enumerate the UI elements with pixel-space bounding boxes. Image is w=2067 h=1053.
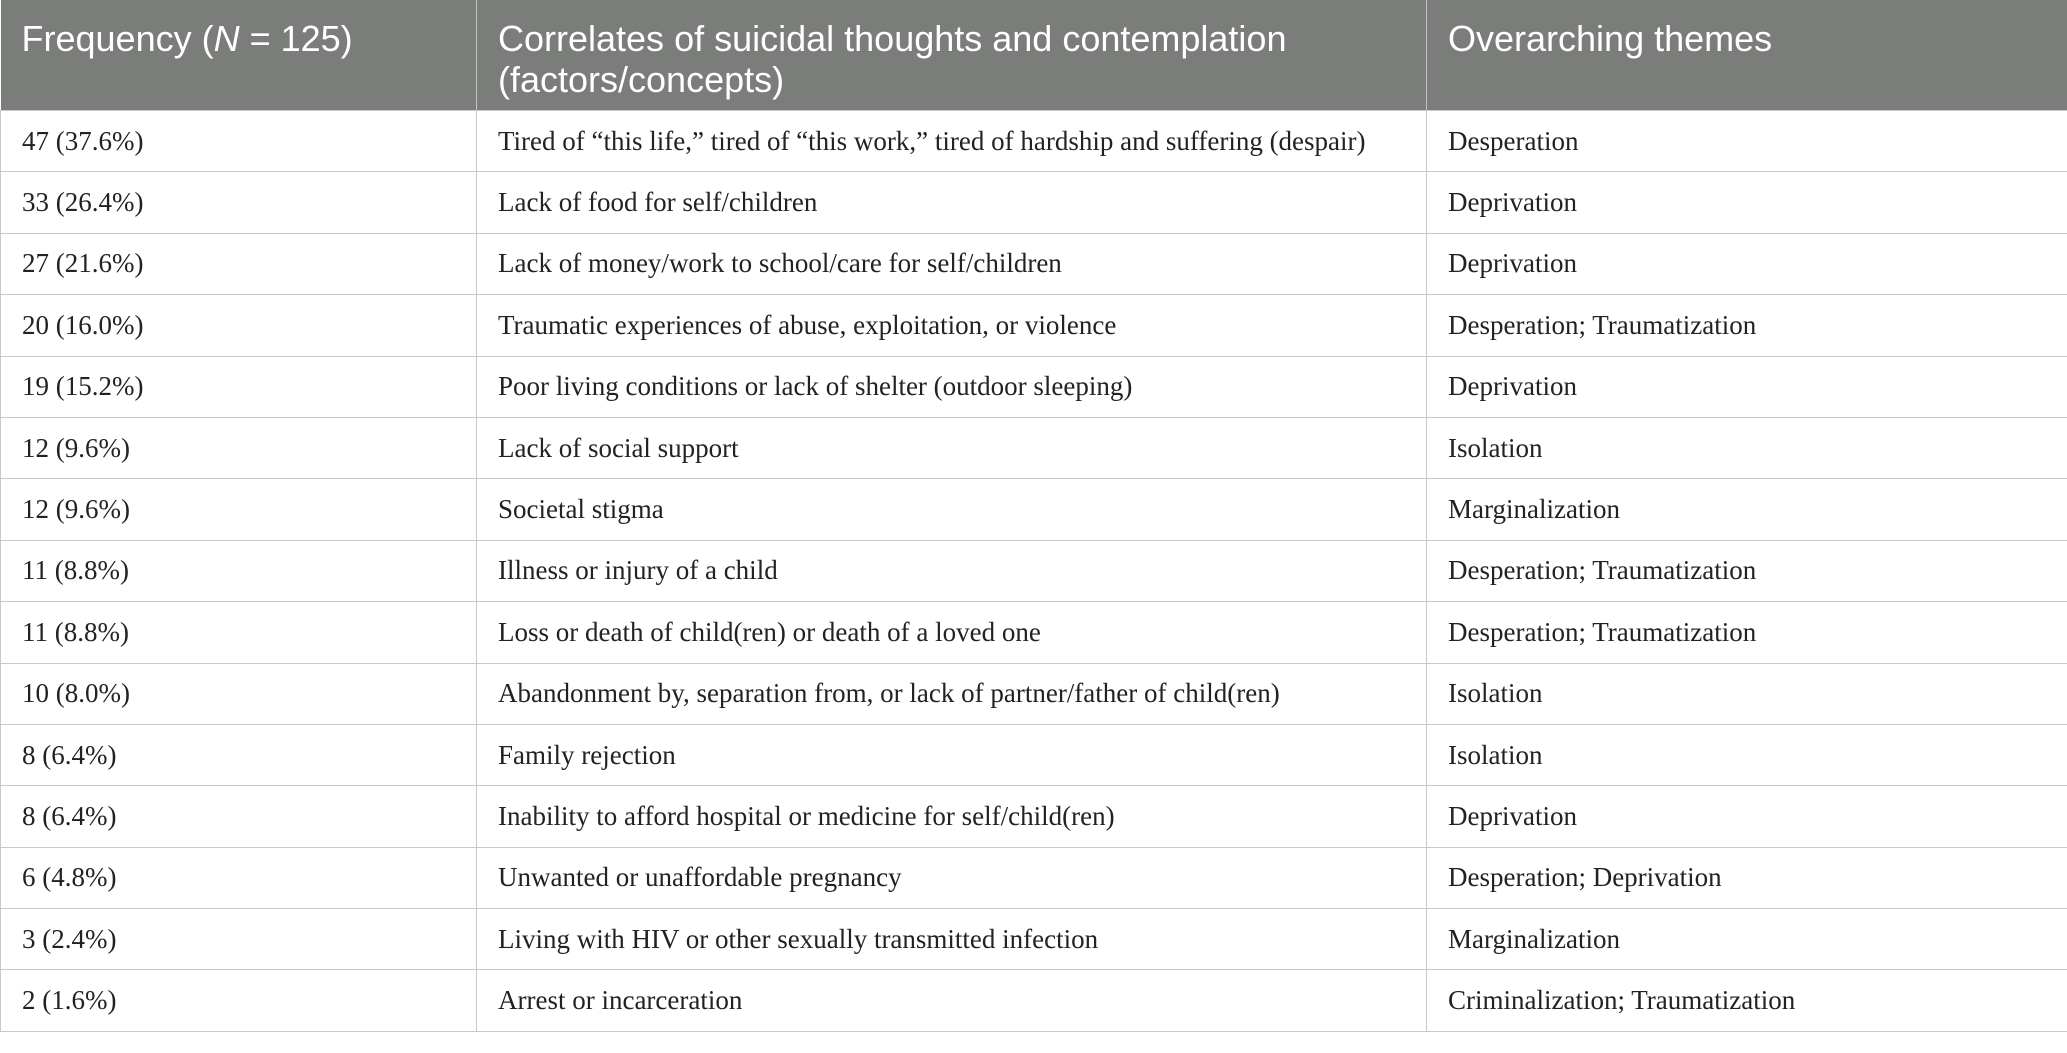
table-body xyxy=(1,111,2067,1032)
cell-theme: Isolation xyxy=(1427,724,2067,785)
table-row xyxy=(1,602,2067,663)
cell-frequency: 33 (26.4%) xyxy=(1,172,477,233)
cell-frequency: 10 (8.0%) xyxy=(1,663,477,724)
cell-frequency: 27 (21.6%) xyxy=(1,233,477,294)
cell-correlate: Living with HIV or other sexually transmitted infection xyxy=(477,909,1427,970)
header-correlates: Correlates of suicidal thoughts and contemplation (factors/concepts) xyxy=(477,0,1427,111)
cell-correlate: Arrest or incarceration xyxy=(477,970,1427,1031)
header-frequency-suffix: = 125) xyxy=(239,18,353,59)
cell-correlate: Abandonment by, separation from, or lack of partner/father of child(ren) xyxy=(477,663,1427,724)
cell-frequency: 8 (6.4%) xyxy=(1,786,477,847)
table-row xyxy=(1,970,2067,1031)
table-row xyxy=(1,111,2067,172)
cell-frequency: 8 (6.4%) xyxy=(1,724,477,785)
cell-theme: Marginalization xyxy=(1427,909,2067,970)
table-row xyxy=(1,172,2067,233)
cell-frequency: 19 (15.2%) xyxy=(1,356,477,417)
cell-frequency: 11 (8.8%) xyxy=(1,602,477,663)
cell-frequency: 20 (16.0%) xyxy=(1,295,477,356)
table-row xyxy=(1,356,2067,417)
table-row xyxy=(1,540,2067,601)
cell-correlate: Family rejection xyxy=(477,724,1427,785)
table-row xyxy=(1,847,2067,908)
cell-theme: Desperation xyxy=(1427,111,2067,172)
cell-frequency: 12 (9.6%) xyxy=(1,479,477,540)
cell-correlate: Loss or death of child(ren) or death of a loved one xyxy=(477,602,1427,663)
table-row xyxy=(1,663,2067,724)
cell-frequency: 2 (1.6%) xyxy=(1,970,477,1031)
cell-correlate: Lack of food for self/children xyxy=(477,172,1427,233)
cell-theme: Marginalization xyxy=(1427,479,2067,540)
cell-correlate: Tired of “this life,” tired of “this work,” tired of hardship and suffering (despair) xyxy=(477,111,1427,172)
cell-frequency: 3 (2.4%) xyxy=(1,909,477,970)
table-row xyxy=(1,724,2067,785)
cell-frequency: 47 (37.6%) xyxy=(1,111,477,172)
cell-correlate: Lack of money/work to school/care for self/children xyxy=(477,233,1427,294)
cell-theme: Deprivation xyxy=(1427,786,2067,847)
header-frequency-prefix: Frequency ( xyxy=(21,18,214,59)
cell-theme: Desperation; Traumatization xyxy=(1427,602,2067,663)
cell-theme: Desperation; Deprivation xyxy=(1427,847,2067,908)
table-row xyxy=(1,295,2067,356)
cell-theme: Deprivation xyxy=(1427,356,2067,417)
table-row xyxy=(1,233,2067,294)
header-frequency xyxy=(1,0,477,111)
cell-correlate: Unwanted or unaffordable pregnancy xyxy=(477,847,1427,908)
cell-theme: Desperation; Traumatization xyxy=(1427,295,2067,356)
cell-frequency: 11 (8.8%) xyxy=(1,540,477,601)
cell-theme: Deprivation xyxy=(1427,172,2067,233)
table-row xyxy=(1,786,2067,847)
table-header xyxy=(1,0,2067,111)
table-row xyxy=(1,909,2067,970)
table-row xyxy=(1,417,2067,478)
cell-frequency: 12 (9.6%) xyxy=(1,417,477,478)
cell-correlate: Illness or injury of a child xyxy=(477,540,1427,601)
cell-correlate: Poor living conditions or lack of shelter (outdoor sleeping) xyxy=(477,356,1427,417)
cell-correlate: Lack of social support xyxy=(477,417,1427,478)
cell-frequency: 6 (4.8%) xyxy=(1,847,477,908)
cell-correlate: Societal stigma xyxy=(477,479,1427,540)
header-themes: Overarching themes xyxy=(1427,0,2067,111)
cell-theme: Criminalization; Traumatization xyxy=(1427,970,2067,1031)
header-row xyxy=(1,0,2067,111)
cell-correlate: Inability to afford hospital or medicine for self/child(ren) xyxy=(477,786,1427,847)
table-row xyxy=(1,479,2067,540)
cell-theme: Isolation xyxy=(1427,417,2067,478)
cell-theme: Isolation xyxy=(1427,663,2067,724)
header-frequency-variable: N xyxy=(213,18,240,59)
cell-theme: Deprivation xyxy=(1427,233,2067,294)
cell-theme: Desperation; Traumatization xyxy=(1427,540,2067,601)
cell-correlate: Traumatic experiences of abuse, exploitation, or violence xyxy=(477,295,1427,356)
